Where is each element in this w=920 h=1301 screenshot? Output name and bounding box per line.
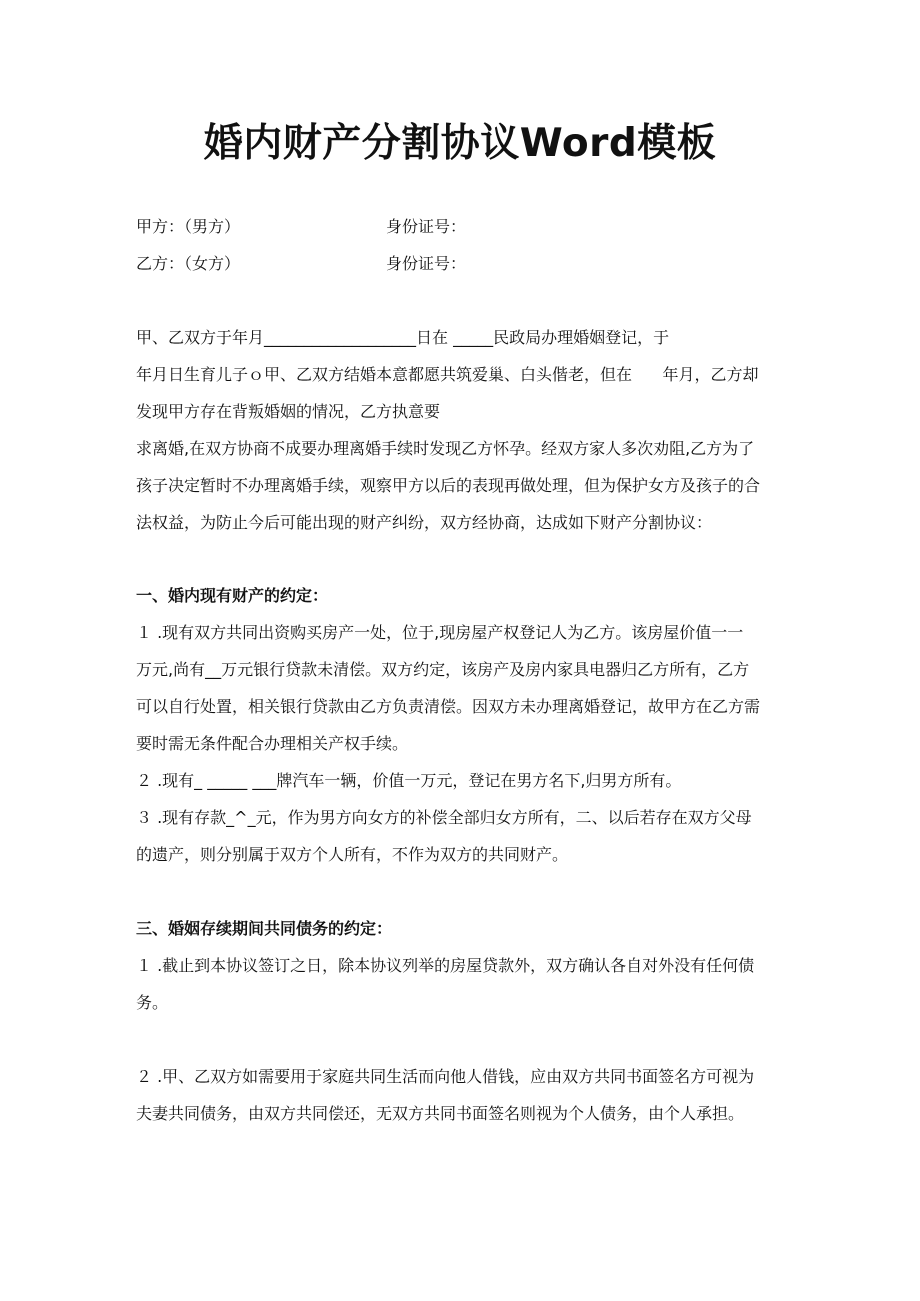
intro-line: 发现甲方存在背叛婚姻的情况，乙方执意要 [136, 402, 441, 421]
party-a-id-label: 身份证号： [386, 217, 467, 236]
section-1-line: ２ .现有_ _____ ___牌汽车一辆，价值一万元，登记在男方名下,归男方所有。 [136, 771, 682, 790]
party-b-label: 乙方：（女方） [136, 254, 241, 273]
party-a-label: 甲方：（男方） [136, 217, 241, 236]
document-title: 婚内财产分割协议Word模板 [203, 121, 717, 166]
intro-line: 甲、乙双方于年月___________________日在 _____民政局办理婚姻登记，于 [136, 328, 670, 347]
intro-line: 求离婚,在双方协商不成要办理离婚手续时发现乙方怀孕。经双方家人多次劝阻,乙方为了 [136, 439, 755, 458]
intro-line: 法权益，为防止今后可能出现的财产纠纷，双方经协商，达成如下财产分割协议： [136, 513, 713, 532]
section-3-heading: 三、婚姻存续期间共同债务的约定： [136, 919, 393, 938]
section-3-item-1-line: 务。 [136, 993, 169, 1012]
section-3-item-2-line: ２ .甲、乙双方如需要用于家庭共同生活而向他人借钱，应由双方共同书面签名方可视为 [136, 1067, 755, 1086]
party-b-id-label: 身份证号： [386, 254, 467, 273]
section-1-line: 的遗产，则分别属于双方个人所有，不作为双方的共同财产。 [136, 845, 569, 864]
section-3-item-1-line: １ .截止到本协议签订之日，除本协议列举的房屋贷款外，双方确认各自对外没有任何债 [136, 956, 755, 975]
intro-line: 年月日生育儿子ｏ甲、乙双方结婚本意都愿共筑爱巢、白头偕老，但在 年月，乙方却 [136, 365, 759, 384]
section-1-line: 万元,尚有__万元银行贷款未清偿。双方约定，该房产及房内家具电器归乙方所有，乙方 [136, 660, 750, 679]
section-1-line: ３ .现有存款_^_元，作为男方向女方的补偿全部归女方所有，二、以后若存在双方父母 [136, 808, 752, 827]
section-3-item-2-line: 夫妻共同债务，由双方共同偿还，无双方共同书面签名则视为个人债务，由个人承担。 [136, 1104, 745, 1123]
section-1-line: 可以自行处置，相关银行贷款由乙方负责清偿。因双方未办理离婚登记，故甲方在乙方需 [136, 697, 761, 716]
section-1-heading: 一、婚内现有财产的约定： [136, 586, 329, 605]
section-1-line: 要时需无条件配合办理相关产权手续。 [136, 734, 409, 753]
section-1-line: １ .现有双方共同出资购买房产一处，位于,现房屋产权登记人为乙方。该房屋价值一一 [136, 623, 744, 642]
intro-line: 孩子决定暂时不办理离婚手续，观察甲方以后的表现再做处理，但为保护女方及孩子的合 [136, 476, 761, 495]
